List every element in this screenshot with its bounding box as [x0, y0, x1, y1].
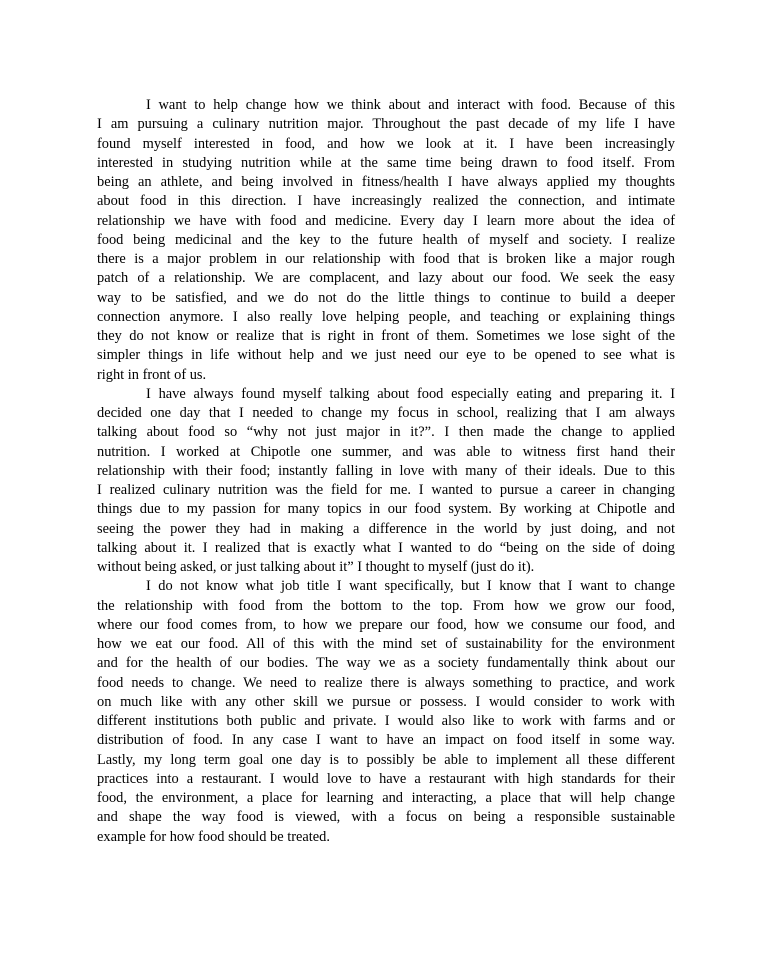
text-line: I want to help change how we think about and interact with food. Because of this [146, 97, 675, 113]
text-line: right in front of us. [97, 366, 207, 383]
text-line: being an athlete, and being involved in fitness/health I have always applied my thoughts [97, 174, 675, 190]
text-line: about food in this direction. I have increasingly realized the connection, and intimate [97, 193, 675, 210]
text-line: and for the health of our bodies. The way we as a society fundamentally think about our [97, 655, 675, 672]
essay-body [97, 96, 675, 847]
text-line: distribution of food. In any case I want to have an impact on food itself in some way. [97, 732, 675, 749]
text-line: I do not know what job title I want specifically, but I know that I want to change [146, 578, 675, 595]
text-line: I realized culinary nutrition was the field for me. I wanted to pursue a career in changing [97, 482, 675, 498]
text-line: interested in studying nutrition while at the same time being drawn to food itself. From [97, 154, 675, 171]
text-line: Lastly, my long term goal one day is to possibly be able to implement all these different [97, 751, 675, 768]
paragraph-3 [97, 577, 675, 847]
text-line: decided one day that I needed to change my focus in school, realizing that I am always [97, 405, 675, 421]
paragraph-1 [97, 96, 675, 385]
text-line: found myself interested in food, and how we look at it. I have been increasingly [97, 135, 675, 152]
text-line: on much like with any other skill we pursue or possess. I would consider to work with [97, 693, 675, 710]
text-line: example for how food should be treated. [97, 828, 330, 845]
text-line: simpler things in life without help and we just need our eye to be opened to see what is [97, 347, 675, 364]
text-line: patch of a relationship. We are complacent, and lazy about our food. We seek the easy [97, 270, 675, 287]
text-line: there is a major problem in our relationship with food that is broken like a major rough [97, 251, 675, 267]
text-line: how we eat our food. All of this with the mind set of sustainability for the environment [97, 636, 675, 652]
text-line: talking about it. I realized that is exactly what I wanted to do “being on the side of doing [97, 539, 675, 556]
text-line: connection anymore. I also really love helping people, and teaching or explaining things [97, 308, 675, 325]
text-line: and shape the way food is viewed, with a focus on being a responsible sustainable [97, 809, 675, 826]
text-line: seeing the power they had in making a difference in the world by just doing, and not [97, 520, 675, 537]
text-line: practices into a restaurant. I would love to have a restaurant with high standards for their [97, 770, 675, 787]
text-line: different institutions both public and private. I would also like to work with farms and or [97, 713, 675, 729]
text-line: they do not know or realize that is right in front of them. Sometimes we lose sight of the [97, 328, 675, 344]
text-line: food, the environment, a place for learning and interacting, a place that will help change [97, 790, 675, 806]
text-line: talking about food so “why not just major in it?”. I then made the change to applied [97, 424, 675, 441]
text-line: without being asked, or just talking about it” I thought to myself (just do it). [97, 559, 535, 575]
text-line: way to be satisfied, and we do not do the little things to continue to build a deeper [97, 289, 675, 306]
text-line: food needs to change. We need to realize there is always something to practice, and work [97, 674, 675, 691]
text-line: I am pursuing a culinary nutrition major. Throughout the past decade of my life I have [97, 116, 675, 133]
text-line: where our food comes from, to how we prepare our food, how we consume our food, and [97, 616, 675, 633]
text-line: I have always found myself talking about food especially eating and preparing it. I [146, 385, 675, 402]
text-line: relationship we have with food and medicine. Every day I learn more about the idea of [97, 212, 675, 229]
text-line: nutrition. I worked at Chipotle one summer, and was able to witness first hand their [97, 443, 675, 460]
text-line: food being medicinal and the key to the future health of myself and society. I realize [97, 231, 675, 248]
paragraph-2 [97, 385, 675, 578]
text-line: the relationship with food from the bottom to the top. From how we grow our food, [97, 597, 675, 614]
text-line: things due to my passion for many topics in our food system. By working at Chipotle and [97, 501, 675, 518]
text-line: relationship with their food; instantly falling in love with many of their ideals. Due to this [97, 462, 675, 479]
